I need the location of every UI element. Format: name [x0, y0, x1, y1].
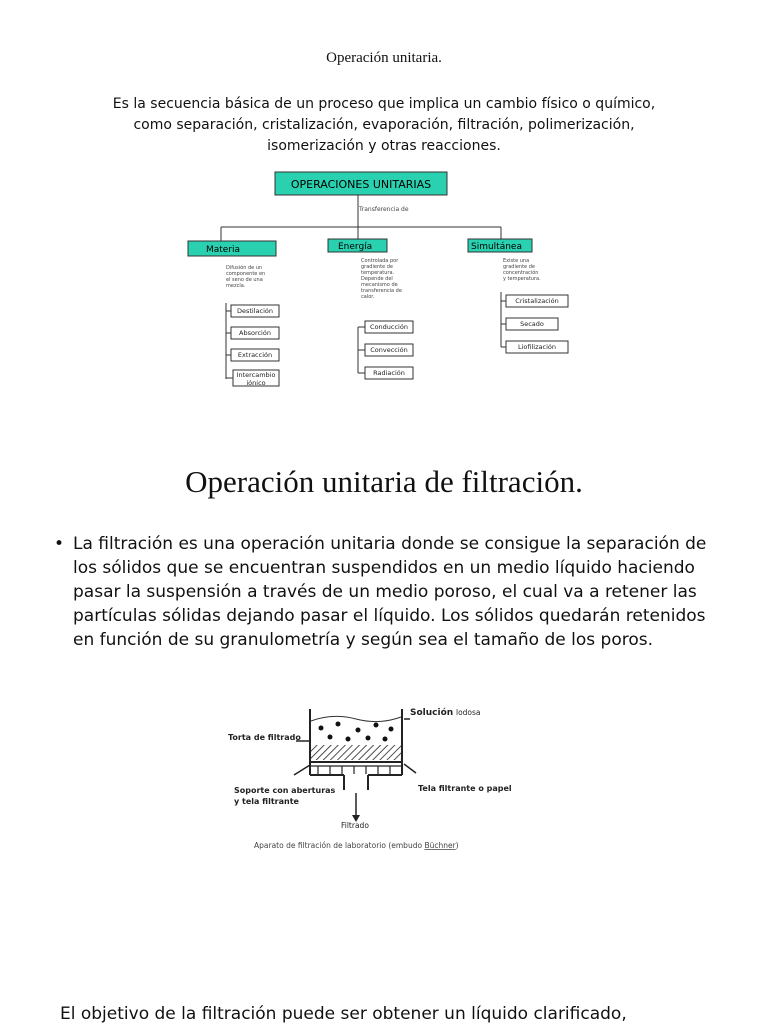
item-destilacion: Destilación: [236, 307, 274, 315]
section-title: Operación unitaria.: [326, 50, 442, 66]
item-conveccion: Convección: [370, 346, 408, 354]
desc-line: Depende del: [361, 276, 393, 282]
desc-line: componente en: [226, 271, 266, 277]
desc-line: gradiente de: [503, 264, 535, 270]
label-cake: Torta de filtrado: [228, 733, 301, 742]
desc-line: Controlada por: [361, 258, 399, 264]
desc-line: mecanismo de: [361, 282, 398, 288]
desc-line: el seno de una: [226, 277, 263, 283]
filtration-bullet: [54, 532, 730, 652]
item-absorcion: Absorción: [239, 329, 271, 337]
desc-line: temperatura.: [361, 270, 395, 276]
closing-paragraph: El objetivo de la filtración puede ser obtener un líquido clarificado,: [60, 1004, 627, 1024]
unit-operations-org-chart: [170, 165, 600, 390]
desc-line: gradiente de: [361, 264, 393, 270]
intro-paragraph: Es la secuencia básica de un proceso que implica un cambio físico o químico, como separación, cristalización, evaporación, filtración, polimerización, isomerización y otras reacciones.: [112, 96, 656, 154]
filtration-heading: Operación unitaria de filtración.: [185, 464, 583, 499]
item-cristalizacion: Cristalización: [515, 297, 559, 305]
item-extraccion: Extracción: [237, 351, 273, 359]
item-radiacion: Radiación: [373, 369, 405, 377]
root-note: Transferencia de: [359, 206, 409, 213]
label-cloth: Tela filtrante o papel: [418, 784, 512, 793]
item-secado: Secado: [520, 320, 544, 328]
label-support-1: Soporte con aberturas: [234, 786, 336, 795]
item-conduccion: Conducción: [370, 323, 408, 331]
item-ionico: iónico: [246, 379, 266, 387]
label-filtrate: Filtrado: [341, 821, 369, 830]
desc-line: concentración: [503, 270, 539, 276]
desc-line: Difusión de un: [226, 265, 263, 271]
desc-line: transferencia de: [361, 288, 402, 294]
item-intercambio: Intercambio: [236, 371, 276, 379]
label-solution-b: lodosa: [456, 708, 481, 717]
figure-caption: Aparato de filtración de laboratorio (embudo Büchner): [254, 841, 459, 850]
desc-line: mezcla.: [226, 283, 246, 289]
branch-label-materia: Materia: [206, 245, 241, 255]
root-label: OPERACIONES UNITARIAS: [290, 178, 432, 191]
bullet-icon: •: [54, 534, 65, 554]
desc-line: calor.: [361, 294, 375, 300]
branch-label-energia: Energía: [338, 242, 373, 252]
bullet-text: La filtración es una operación unitaria donde se consigue la separación de los sólidos que se encuentran suspendidos en un medio líquido haciendo pasar la suspensión a través de un medio poroso, el cual va a retener las partículas sólidas dejando pasar el líquido. Los sólidos quedarán retenidos en función de su granulometría y según sea el tamaño de los poros.: [73, 534, 707, 650]
desc-line: Existe una: [503, 258, 530, 264]
label-solution: Solución: [410, 708, 454, 718]
item-liofilizacion: Liofilización: [518, 343, 556, 351]
desc-line: y temperatura.: [503, 276, 541, 282]
branch-label-simultanea: Simultánea: [471, 242, 522, 252]
buchner-filter-diagram: [218, 695, 528, 860]
label-support-2: y tela filtrante: [234, 797, 299, 806]
